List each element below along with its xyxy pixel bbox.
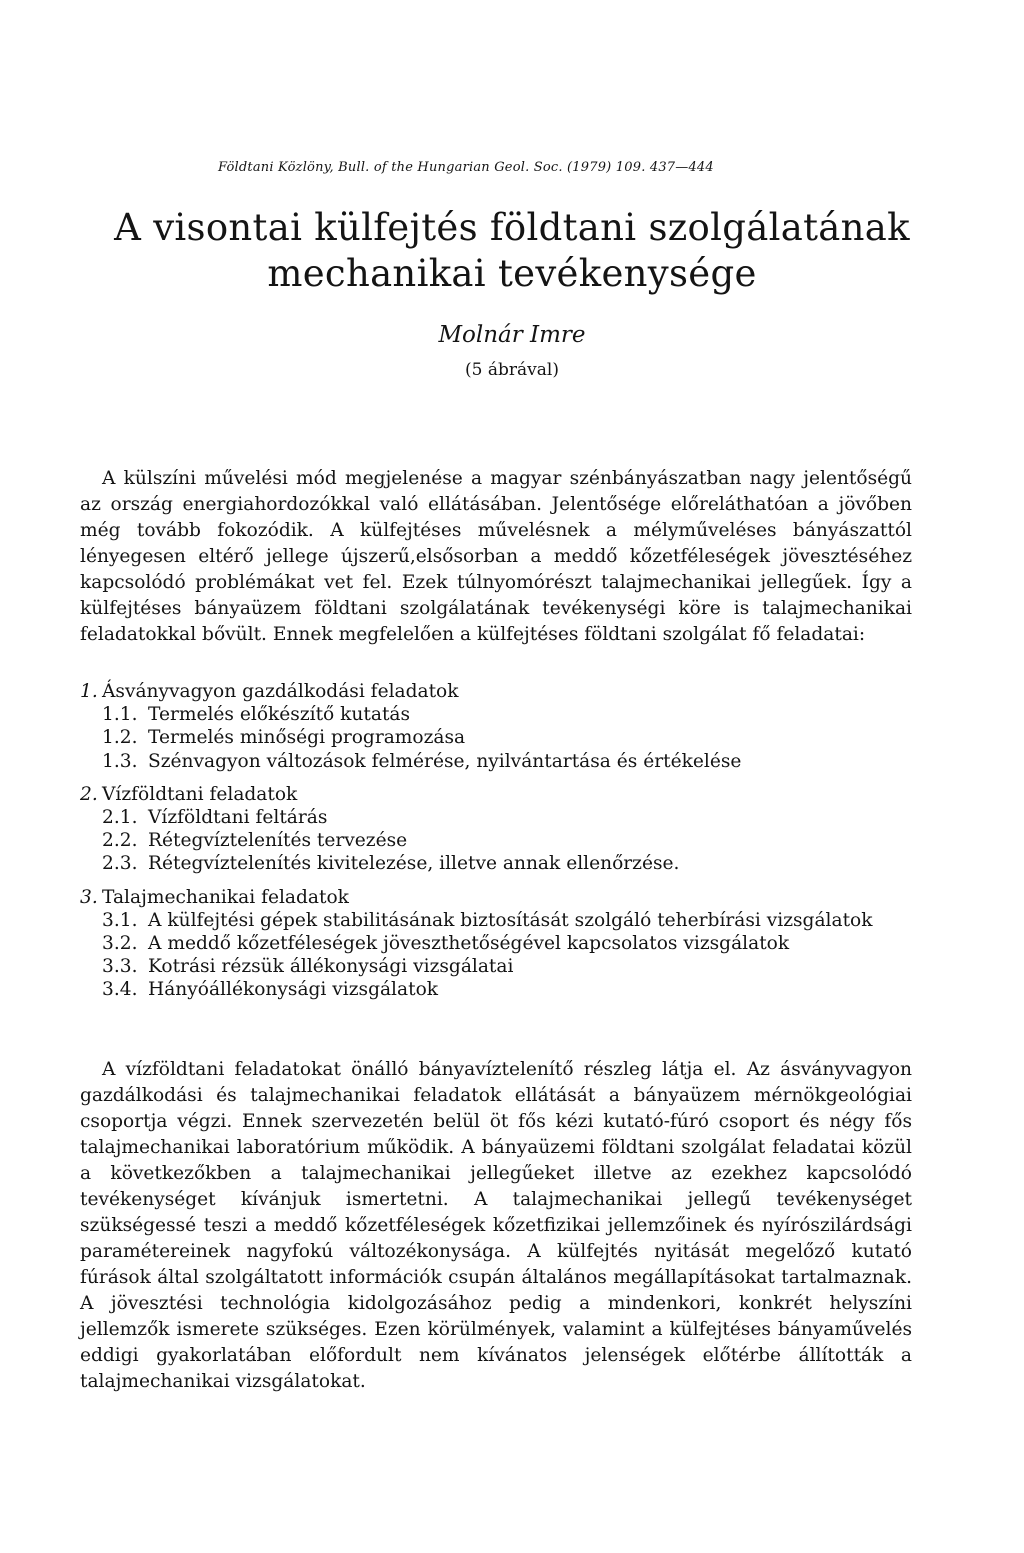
item-text: A külfejtési gépek stabilitásának biztosítását szolgáló teherbírási vizsgálatok (148, 909, 873, 931)
author-name: Molnár Imre (438, 322, 586, 348)
journal-header: Földtani Közlöny, Bull. of the Hungarian Geol. Soc. (1979) 109. 437—444 (218, 160, 714, 175)
item-text: Kotrási rézsük állékonysági vizsgálatai (148, 956, 514, 978)
item-text: Vízföldtani feltárás (148, 807, 328, 829)
item-number: 3.1. (102, 909, 138, 931)
item-text: Szénvagyon változások felmérése, nyilvántartása és értékelése (148, 750, 742, 772)
article-title: A visontai külfejtés földtani szolgálatának mechanikai tevékenysége (114, 206, 910, 295)
list-item (80, 750, 912, 773)
list-item (80, 955, 912, 978)
list-item (80, 703, 912, 726)
section-2 (80, 783, 912, 806)
item-number: 2.1. (102, 807, 138, 829)
item-number: 1.2. (102, 727, 138, 749)
section-1 (80, 680, 912, 703)
intro-paragraph: A külszíni művelési mód megjelenése a magyar szénbányászatban nagy jelentőségű az ország energiahordozókkal való ellátásában. Jelentősége előreláthatóan a jövőben még tovább fokozódik. A külfejtéses művelésnek a mélyműveléses bányászattól lényegesen eltérő jellege újszerű,elsősorban a meddő kőzetféleségek jövesztéséhez kapcsolódó problémákat vet fel. Ezek túlnyomórészt talajmechanikai jellegűek. Így a külfejtéses bányaüzem földtani szolgálatának tevékenységi köre is talajmechanikai feladatokkal bővült. Ennek megfelelően a külfejtéses földtani szolgálat fő feladatai: (80, 468, 912, 645)
list-item (80, 829, 912, 852)
section-title: Vízföldtani feladatok (102, 783, 298, 805)
task-list (80, 680, 912, 1002)
list-item (80, 806, 912, 829)
list-item (80, 909, 912, 932)
section-3 (80, 886, 912, 909)
list-item (80, 932, 912, 955)
item-text: Rétegvíztelenítés kivitelezése, illetve annak ellenőrzése. (148, 853, 680, 875)
item-number: 1.3. (102, 750, 138, 772)
item-text: Termelés minőségi programozása (148, 727, 466, 749)
closing-paragraph: A vízföldtani feladatokat önálló bányavíztelenítő részleg látja el. Az ásványvagyon gazdálkodási és talajmechanikai feladatok ellátását a bányaüzem mérnökgeológiai csoportja végzi. Ennek szervezetén belül öt fős kézi kutató-fúró csoport és négy fős talajmechanikai laboratórium működik. A bányaüzemi földtani szolgálat feladatai közül a következőkben a talajmechanikai jellegűeket illetve az ezekhez kapcsolódó tevékenységet kívánjuk ismertetni. A talajmechanikai jellegű tevékenységet szükségessé teszi a meddő kőzetféleségek kőzetfizikai jellemzőinek és nyírószilárdsági paramétereinek nagyfokú változékonysága. A külfejtés nyitását megelőző kutató fúrások által szolgáltatott információk csupán általános megállapításokat tartalmaznak. A jövesztési technológia kidolgozásához pedig a mindenkori, konkrét helyszíni jellemzők ismerete szükséges. Ezen körülmények, valamint a külfejtéses bányaművelés eddigi gyakorlatában előfordult nem kívánatos jelenségek előtérbe állították a talajmechanikai vizsgálatokat. (80, 1059, 912, 1392)
section-number: 3. (80, 886, 98, 908)
item-number: 3.2. (102, 933, 138, 955)
item-number: 3.3. (102, 956, 138, 978)
figures-note: (5 ábrával) (465, 360, 559, 380)
item-number: 1.1. (102, 704, 138, 726)
section-title: Ásványvagyon gazdálkodási feladatok (102, 681, 459, 702)
section-title: Talajmechanikai feladatok (102, 886, 349, 908)
section-number: 1. (80, 681, 98, 702)
item-text: A meddő kőzetféleségek jöveszthetőségével kapcsolatos vizsgálatok (148, 933, 790, 955)
list-item (80, 726, 912, 749)
item-number: 2.2. (102, 830, 138, 852)
item-number: 3.4. (102, 979, 138, 1001)
section-number: 2. (80, 783, 98, 805)
item-text: Hányóállékonysági vizsgálatok (148, 979, 439, 1001)
item-number: 2.3. (102, 853, 138, 875)
item-text: Rétegvíztelenítés tervezése (148, 830, 408, 852)
list-item (80, 978, 912, 1001)
list-item (80, 852, 912, 875)
item-text: Termelés előkészítő kutatás (148, 704, 411, 726)
